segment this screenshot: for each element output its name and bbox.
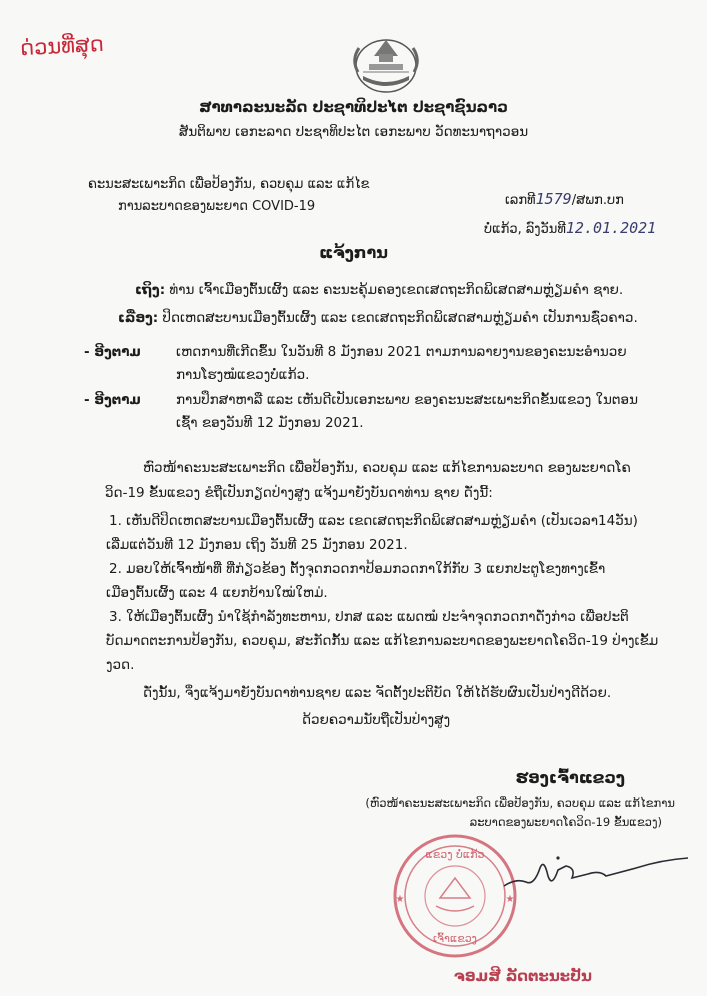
national-motto: ສັນຕິພາບ ເອກະລາດ ປະຊາທິປະໄຕ ເອກະພາບ ວັດທະນາຖາວອນ [178,124,529,140]
stamp-bottom-text: ເຈົ້າແຂວງ [433,932,477,945]
reference-label: - ອີງຕາມ [84,344,141,360]
closing-text: ດັ່ງນັ້ນ, ຈິ່ງແຈ້ງມາຍັງບັນດາທ່ານຊາຍ ແລະ ຈັດຕັ້ງປະຕິບັດ ໃຫ້ໄດ້ຮັບຜົນເປັນປ່າງດີດ້ວຍ. [143,685,612,701]
signatory-title: ຮອງເຈົ້າແຂວງ [515,768,625,787]
reference-text: ເຫດການທີ່ເກີດຂຶ້ນ ໃນວັນທີ 8 ມັງກອນ 2021 ຕາມການລາຍງານຂອງຄະນະອໍານວຍ [176,344,627,360]
reference-suffix: /ສພກ.ບກ [571,193,624,208]
date-prefix: ບໍ່ແກ້ວ, ລົງວັນທີ [484,222,566,237]
subject-text: ປິດເຫດສະບານເມືອງຕົ້ນເຜິ້ງ ແລະ ເຂດເສດຖະກິດພິເສດສາມຫຼ່ຽມຄໍາ ເປັນການຊົ່ວຄາວ. [162,310,638,326]
lao-national-emblem-icon [345,32,427,96]
reference-text: ການໂຮງໝໍແຂວງບໍ່ແກ້ວ. [176,367,310,383]
date-handwritten: 12.01.2021 [565,219,657,237]
list-item: ເມືອງຕົ້ນເຜິ້ງ ແລະ 4 ແຍກບ້ານໃໝ່ໃຫມ່. [106,585,328,601]
list-item: ບັດມາດຕະການປ້ອງກັນ, ຄວບຄຸມ, ສະກັດກັ້ນ ແລະ ແກ້ໄຂການລະບາດຂອງພະຍາດໂຄວິດ-19 ປ່າງເຂັ້ມ [106,633,659,649]
intro-text: ວິດ-19 ຂັ້ນແຂວງ ຂໍຖືເປັນກຽດປ່າງສູງ ແຈ້ງມາຍັງບັນດາທ່ານ ຊາຍ ດັ່ງນີ້: [105,485,493,501]
signatory-name: ຈອມສີ ລັດຕະນະປັນ [453,967,592,985]
subject-label: ເລື່ອງ: [118,310,159,326]
svg-text:★: ★ [395,894,405,905]
regards-text: ດ້ວຍຄວາມນັບຖືເປັນປ່າງສູງ [302,712,451,728]
document-date [484,219,656,237]
reference-number [505,190,624,208]
svg-text:★: ★ [505,894,515,905]
stamp-top-text: ແຂວງ ບໍ່ແກ້ວ [425,848,485,861]
reference-text: ການປຶກສາຫາລື ແລະ ເຫັນດີເປັນເອກະພາບ ຂອງຄະນະສະເພາະກິດຂັ້ນແຂວງ ໃນຕອນ [176,392,638,408]
reference-text: ເຊົ້າ ຂອງວັນທີ 12 ມັງກອນ 2021. [176,415,364,431]
document-title: ແຈ້ງການ [319,243,388,262]
subject-line [118,310,638,326]
list-item: 1. ເຫັນດີປິດເຫດສະບານເມືອງຕົ້ນເຜິ້ງ ແລະ ເຂດເສດຖະກິດພິເສດສາມຫຼ່ຽມຄໍາ (ເປັນເວລາ14ວັນ) [109,513,638,529]
country-name: ສາທາລະນະລັດ ປະຊາທິປະໄຕ ປະຊາຊົນລາວ [199,98,508,116]
intro-text: ຫົວໜ້າຄະນະສະເພາະກິດ ເພື່ອປ້ອງກັນ, ຄວບຄຸມ ແລະ ແກ້ໄຂການລະບາດ ຂອງພະຍາດໂຄ [143,460,631,476]
issuer-line-1: ຄະນະສະເພາະກິດ ເພື່ອປ້ອງກັນ, ຄວບຄຸມ ແລະ ແກ້ໄຂ [88,177,370,192]
handwritten-signature-icon [496,848,696,898]
list-item: ງວດ. [106,657,135,673]
reference-prefix: ເລກທີ [505,193,536,208]
issuer-line-2: ການລະບາດຂອງພະຍາດ COVID-19 [118,199,316,214]
urgent-mark: ດ່ວນທີ່ສຸດ [19,31,105,61]
signatory-subtitle: (ຫົວໜ້າຄະນະສະເພາະກິດ ເພື່ອປ້ອງກັນ, ຄວບຄຸມ ແລະ ແກ້ໄຂການ [365,796,675,810]
list-item: 3. ໃຫ້ເມືອງຕົ້ນເຜິ້ງ ນໍາໃຊ້ກໍາລັງທະຫານ, ປກສ ແລະ ແພດໝໍ ປະຈໍາຈຸດກວດກາດັ່ງກ່າວ ເພື່ອປະຕິ [109,609,629,625]
to-text: ທ່ານ ເຈົ້າເມືອງຕົ້ນເຜິ້ງ ແລະ ຄະນະຄຸ້ມຄອງເຂດເສດຖະກິດພິເສດສາມຫຼ່ຽມຄໍາ ຊາຍ. [169,282,624,298]
reference-handwritten-number: 1579 [535,190,572,208]
to-line [135,282,623,298]
list-item: 2. ມອບໃຫ້ເຈົ້າໜ້າທີ່ ທີ່ກ່ຽວຂ້ອງ ຕັ້ງຈຸດກວດກາປ້ອມກວດກາໃກ້ກັບ 3 ແຍກປະຕູໂຂງທາງເຂົ້າ [109,561,606,577]
to-label: ເຖິງ: [135,282,166,298]
reference-label: - ອີງຕາມ [84,392,141,408]
list-item: ເລີ່ມແຕ່ວັນທີ 12 ມັງກອນ ເຖິງ ວັນທີ 25 ມັງກອນ 2021. [106,537,408,553]
signatory-subtitle: ລະບາດຂອງພະຍາດໂຄວິດ-19 ຂັ້ນແຂວງ) [469,815,662,829]
